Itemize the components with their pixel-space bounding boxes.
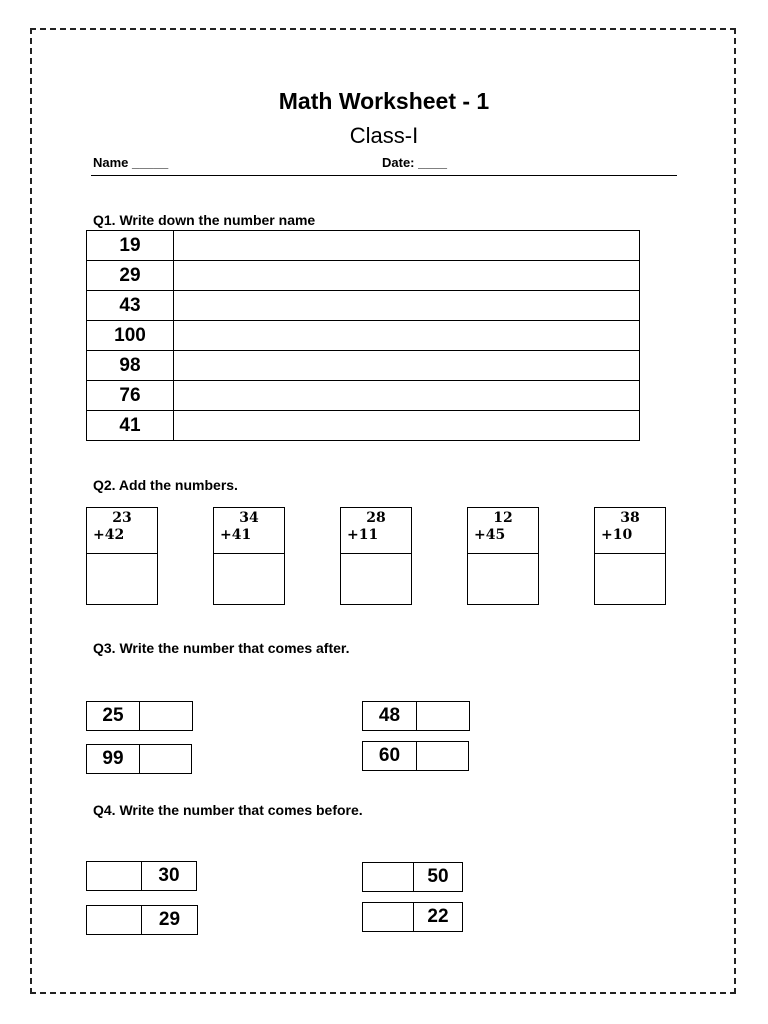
after-pair [86,701,193,731]
q4-heading: Q4. Write the number that comes before. [93,802,363,818]
addend-top: 34 [239,510,259,526]
given-number: 25 [87,702,140,730]
worksheet-title: Math Worksheet - 1 [278,88,490,114]
sum-answer-area[interactable] [214,554,284,604]
given-number: 48 [363,702,417,730]
table-row [87,291,640,321]
addition-box [340,507,412,605]
class-subtitle: Class-I [349,123,419,148]
before-pair [86,905,198,935]
addition-box [467,507,539,605]
addend-top: 38 [620,510,640,526]
addend-bottom: +10 [601,527,633,543]
q2-heading: Q2. Add the numbers. [93,477,238,493]
after-pair [86,744,192,774]
answer-box[interactable] [417,702,469,730]
sum-answer-area[interactable] [468,554,538,604]
addend-top: 28 [366,510,386,526]
answer-cell[interactable] [174,291,640,321]
answer-box[interactable] [140,745,191,773]
number-cell: 41 [87,411,174,441]
addition-problem [87,508,157,554]
number-cell: 100 [87,321,174,351]
number-cell: 29 [87,261,174,291]
answer-box[interactable] [417,742,468,770]
before-pair [362,902,463,932]
answer-cell[interactable] [174,381,640,411]
answer-box[interactable] [363,863,414,891]
answer-box[interactable] [140,702,192,730]
table-row [87,411,640,441]
given-number: 60 [363,742,417,770]
given-number: 22 [427,906,449,927]
addition-problem [468,508,538,554]
number-cell: 19 [87,231,174,261]
before-pair [362,862,463,892]
addend-top: 12 [493,510,513,526]
addition-problem [595,508,665,554]
before-pair [86,861,197,891]
addend-bottom: +41 [220,527,252,543]
answer-cell[interactable] [174,321,640,351]
sum-answer-area[interactable] [341,554,411,604]
name-field[interactable]: Name _____ [93,155,169,170]
answer-box[interactable] [363,903,414,931]
after-pair [362,701,470,731]
addition-problem [341,508,411,554]
addition-box [86,507,158,605]
table-row [87,321,640,351]
table-row [87,381,640,411]
answer-box[interactable] [87,906,142,934]
after-pair [362,741,469,771]
addend-bottom: +11 [347,527,379,543]
number-cell: 43 [87,291,174,321]
addend-bottom: +45 [474,527,506,543]
addend-top: 23 [112,510,132,526]
given-number: 29 [158,909,181,930]
table-row [87,261,640,291]
q1-heading: Q1. Write down the number name [93,212,316,228]
addition-box [213,507,285,605]
sum-answer-area[interactable] [87,554,157,604]
answer-box[interactable] [87,862,142,890]
number-cell: 76 [87,381,174,411]
q3-heading: Q3. Write the number that comes after. [93,640,350,656]
answer-cell[interactable] [174,231,640,261]
table-row [87,231,640,261]
number-cell: 98 [87,351,174,381]
name-date-row [91,155,677,176]
given-number: 30 [158,865,180,886]
addend-bottom: +42 [93,527,125,543]
answer-cell[interactable] [174,261,640,291]
sum-answer-area[interactable] [595,554,665,604]
table-row [87,351,640,381]
date-field[interactable]: Date: ____ [382,155,448,170]
answer-cell[interactable] [174,351,640,381]
number-name-table [86,230,640,441]
given-number: 99 [87,745,140,773]
given-number: 50 [427,866,449,887]
answer-cell[interactable] [174,411,640,441]
addition-box [594,507,666,605]
addition-problem [214,508,284,554]
